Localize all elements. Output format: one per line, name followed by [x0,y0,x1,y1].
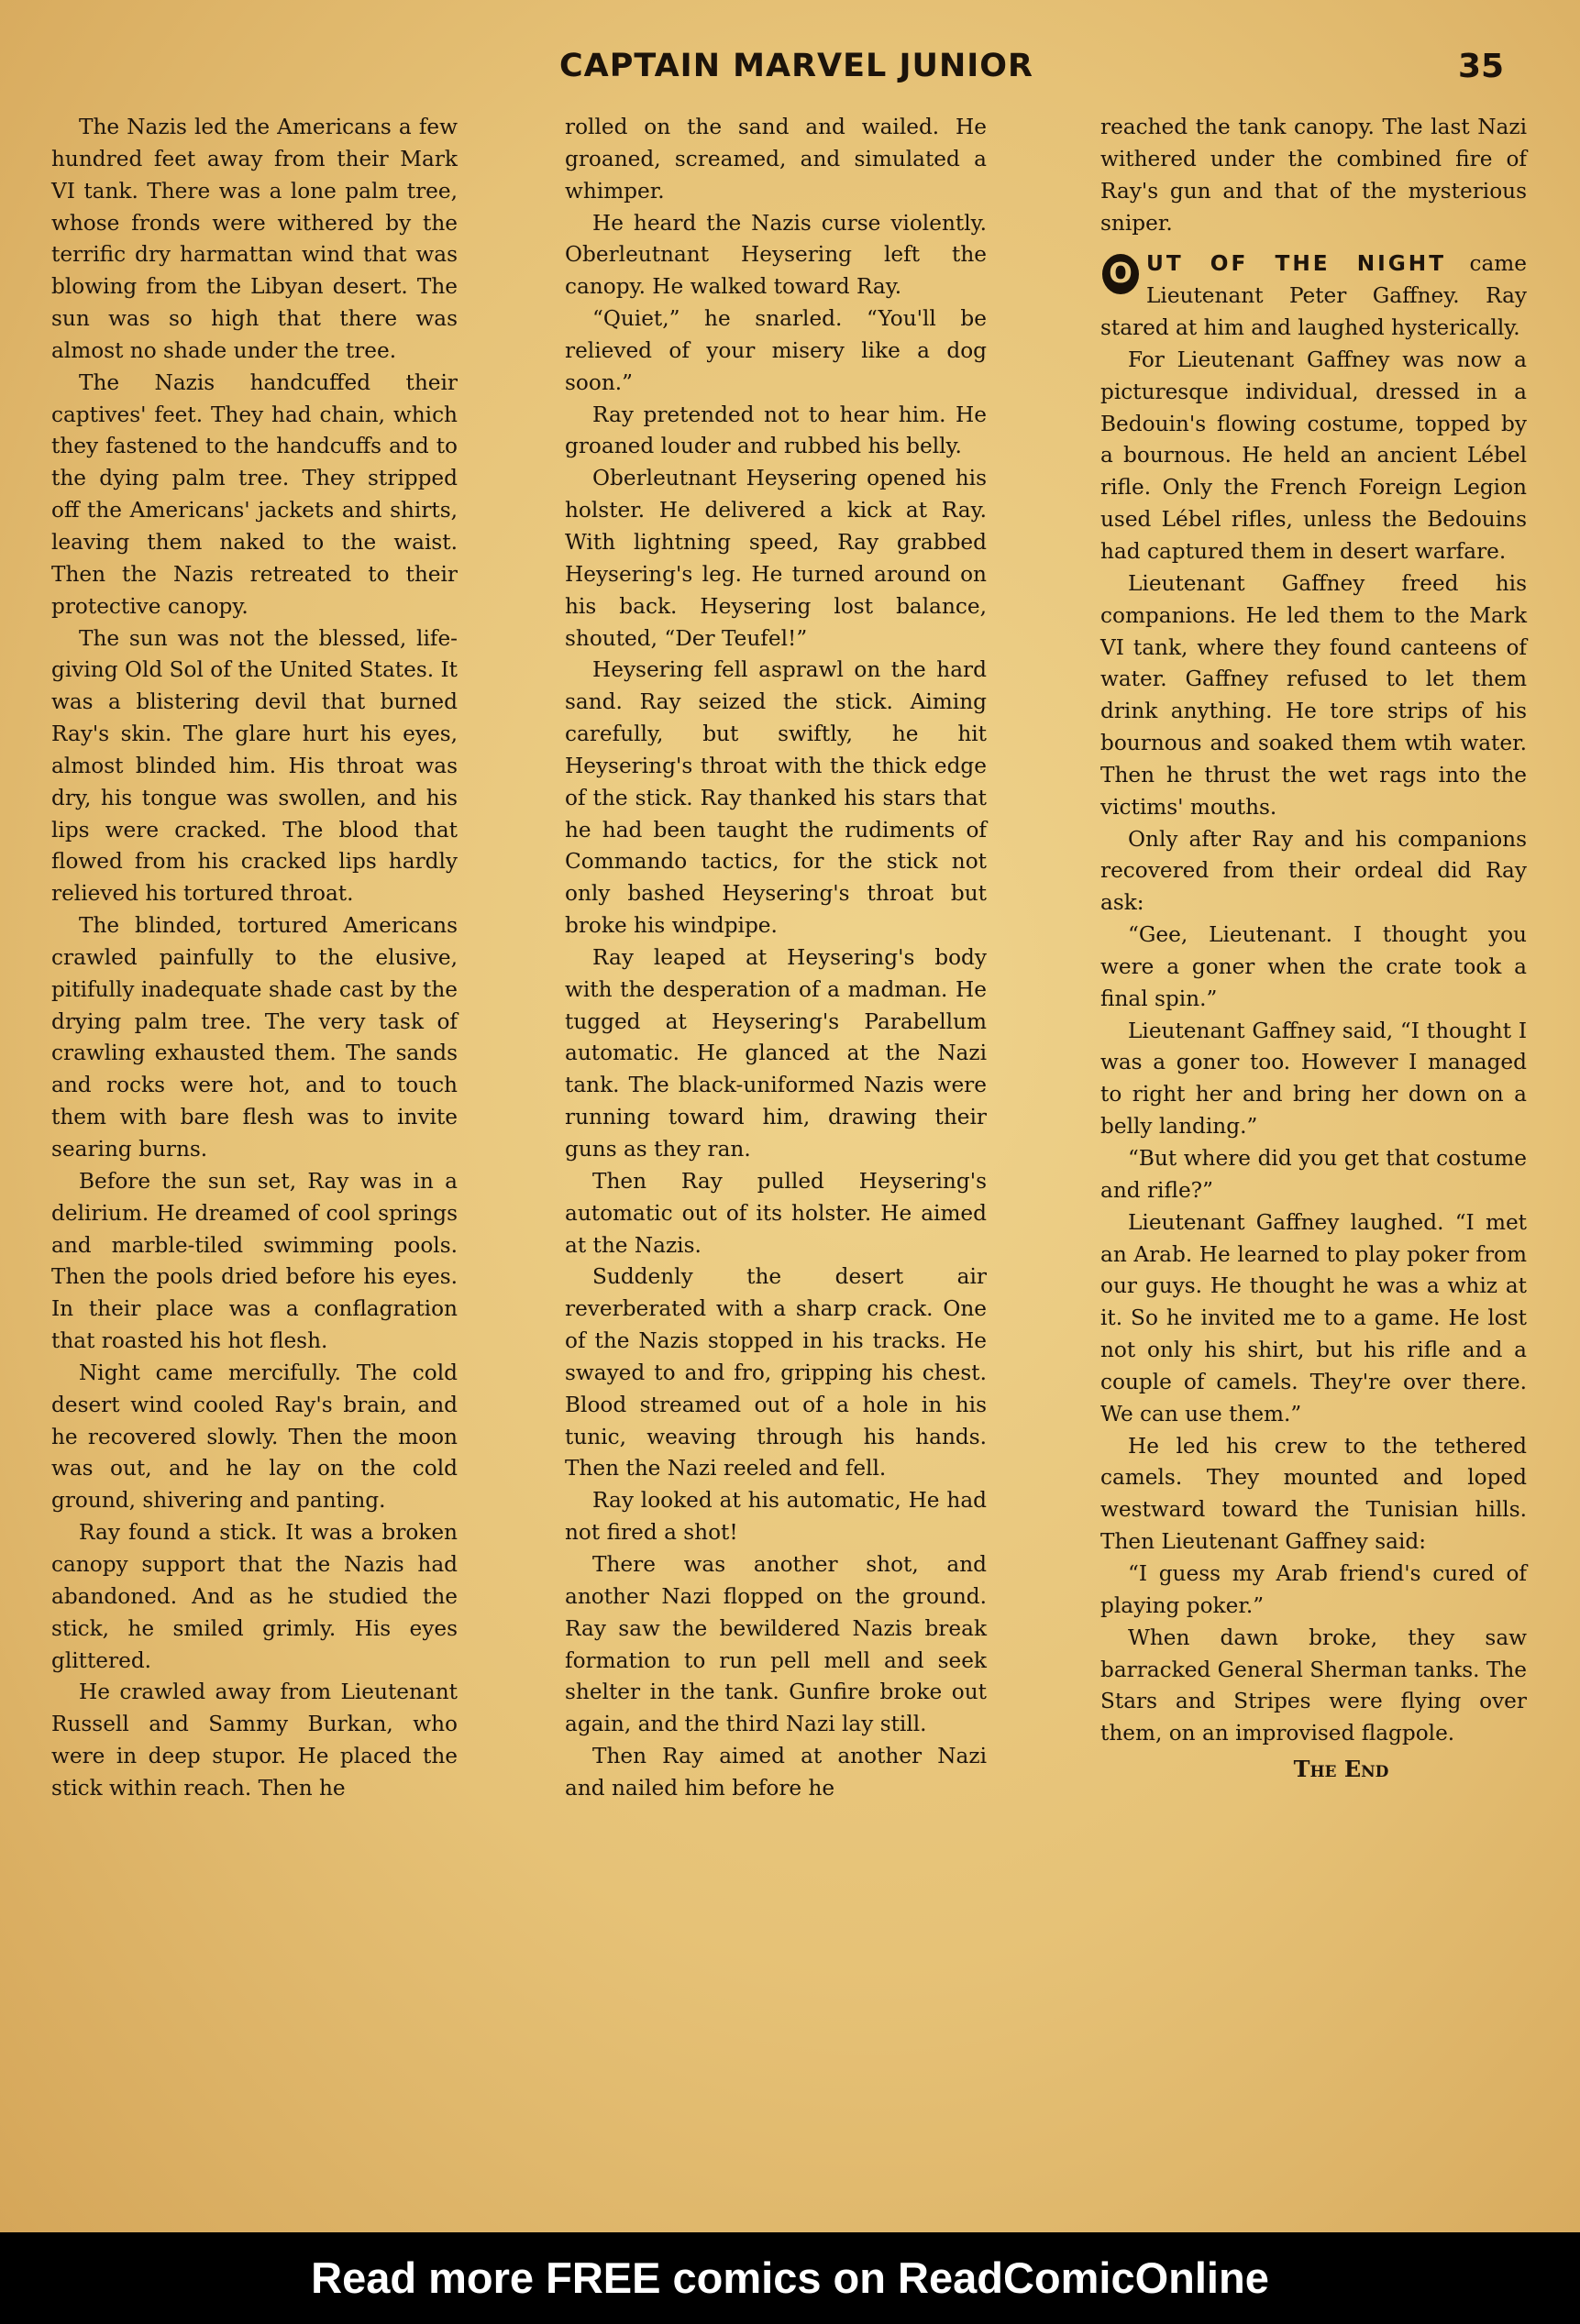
column1-paragraph: Ray found a stick. It was a broken canopy support that the Nazis had abandoned. And as he studied the stick, he smiled grimly. His eyes glittered. [51,1520,458,1673]
column3-paragraph: He led his crew to the tethered camels. They mounted and loped westward toward the Tunisian hills. Then Lieutenant Gaffney said: [1100,1433,1527,1555]
column3-paragraph: Lieutenant Gaffney laughed. “I met an Arab. He learned to play poker from our guys. He thought he was a whiz at it. So he invited me to a game. He lost not only his shirt, but his rifle and a couple of camels. They're over there. We can use them.” [1100,1209,1527,1426]
column1-paragraph: Night came mercifully. The cold desert wind cooled Ray's brain, and he recovered slowly. Then the moon was out, and he lay on the cold ground, shivering and panting. [51,1360,458,1514]
column1-paragraph: He crawled away from Lieutenant Russell and Sammy Burkan, who were in deep stupor. He placed the stick within reach. Then he [51,1680,458,1801]
column2-paragraph: Ray leaped at Heysering's body with the desperation of a madman. He tugged at Heysering's Parabellum automatic. He glanced at the Nazi tank. The black-uniformed Nazis were running toward him, drawing their guns as they ran. [565,944,987,1162]
column2-paragraph: Oberleutnant Heysering opened his holster. He delivered a kick at Ray. With lightning speed, Ray grabbed Heysering's leg. He turned around on his back. Heysering lost balance, shouted, “Der Teufel!” [565,466,987,651]
column2-paragraph: Heysering fell asprawl on the hard sand. Ray seized the stick. Aiming carefully, but swiftly, he hit Heysering's throat with the thick edge of the stick. Ray thanked his stars that he had been taught the rudiments of Commando tactics, for the stick not only bashed Heysering's throat but broke his windpipe. [565,657,987,939]
column3-paragraph: “Gee, Lieutenant. I thought you were a goner when the crate took a final spin.” [1100,922,1527,1011]
column2-paragraph: Then Ray aimed at another Nazi and nailed him before he [565,1744,987,1801]
column3-paragraph: Lieutenant Gaffney said, “I thought I was a goner too. However I managed to right her and bring her down on a belly landing.” [1100,1018,1527,1140]
column2-paragraph: There was another shot, and another Nazi flopped on the ground. Ray saw the bewildered Nazis break formation to run pell mell and seek shelter in the tank. Gunfire broke out again, and the third Nazi lay still. [565,1551,987,1737]
section-lead-rest: came Lieutenant Peter Gaffney. Ray stared at him and laughed hysterically. [1100,251,1527,341]
column3-paragraph: “But where did you get that costume and rifle?” [1100,1146,1527,1203]
text-column-3 [1100,112,1527,1786]
column1-paragraph: The Nazis led the Americans a few hundred feet away from their Mark VI tank. There was a lone palm tree, whose fronds were withered by the terrific dry harmattan wind that was blowing from the Libyan desert. The sun was so high that there was almost no shade under the tree. [51,115,458,363]
column3-paragraph: “I guess my Arab friend's cured of playing poker.” [1100,1560,1527,1618]
column2-paragraph: rolled on the sand and wailed. He groaned, screamed, and simulated a whimper. [565,115,987,204]
column2-paragraph: Suddenly the desert air reverberated with a sharp crack. One of the Nazis stopped in his tracks. He swayed to and fro, gripping his chest. Blood streamed out of a hole in his tunic, weaving through his hands. Then the Nazi reeled and fell. [565,1264,987,1481]
column1-paragraph: Before the sun set, Ray was in a delirium. He dreamed of cool springs and marble-tiled swimming pools. Then the pools dried before his eyes. In their place was a conflagration that roasted his hot flesh. [51,1168,458,1354]
section-lead-caps: UT OF THE NIGHT [1146,251,1447,277]
column3-paragraph: Only after Ray and his companions recovered from their ordeal did Ray ask: [1100,826,1527,916]
column2-paragraph: Ray pretended not to hear him. He groaned louder and rubbed his belly. [565,402,987,459]
column2-paragraph: Then Ray pulled Heysering's automatic out of its holster. He aimed at the Nazis. [565,1168,987,1258]
text-column-1 [51,112,458,1805]
page-title: CAPTAIN MARVEL JUNIOR [559,48,1033,84]
column3-paragraph: Lieutenant Gaffney freed his companions. He led them to the Mark VI tank, where they found canteens of water. Gaffney refused to let them drink anything. He tore strips of his bournous and soaked them wtih water. Then he thrust the wet rags into the victims' mouths. [1100,570,1527,820]
column3-paragraph: For Lieutenant Gaffney was now a picturesque individual, dressed in a Bedouin's flowing costume, topped by a bournous. He held an ancient Lébel rifle. Only the French Foreign Legion used Lébel rifles, unless the Bedouins had captured them in desert warfare. [1100,347,1527,564]
page-number: 35 [1458,48,1505,85]
column1-paragraph: The sun was not the blessed, life-giving Old Sol of the United States. It was a blistering devil that burned Ray's skin. The glare hurt his eyes, almost blinded him. His throat was dry, his tongue was swollen, and his lips were cracked. The blood that flowed from his cracked lips hardly relieved his tortured throat. [51,625,458,907]
drop-cap: O [1102,254,1139,294]
column3-paragraph: When dawn broke, they saw barracked General Sherman tanks. The Stars and Stripes were flying over them, on an improvised flagpole. [1100,1625,1527,1746]
text-column-2 [565,112,987,1805]
column1-paragraph: The Nazis handcuffed their captives' feet. They had chain, which they fastened to the handcuffs and to the dying palm tree. They stripped off the Americans' jackets and shirts, leaving them naked to the waist. Then the Nazis retreated to their protective canopy. [51,369,458,619]
column2-paragraph: He heard the Nazis curse violently. Oberleutnant Heysering left the canopy. He walked toward Ray. [565,210,987,300]
the-end-label: The End [1293,1756,1389,1783]
column2-paragraph: Ray looked at his automatic, He had not fired a shot! [565,1488,987,1546]
column3-opening-paragraph: reached the tank canopy. The last Nazi withered under the combined fire of Ray's gun and that of the mysterious sniper. [1100,115,1527,236]
footer-banner-link[interactable]: Read more FREE comics on ReadComicOnline [311,2253,1269,2302]
column1-paragraph: The blinded, tortured Americans crawled painfully to the elusive, pitifully inadequate shade cast by the drying palm tree. The very task of crawling exhausted them. The sands and rocks were hot, and to touch them with bare flesh was to invite searing burns. [51,913,458,1162]
column2-paragraph: “Quiet,” he snarled. “You'll be relieved of your misery like a dog soon.” [565,306,987,395]
section-start-paragraph [1100,248,1527,345]
